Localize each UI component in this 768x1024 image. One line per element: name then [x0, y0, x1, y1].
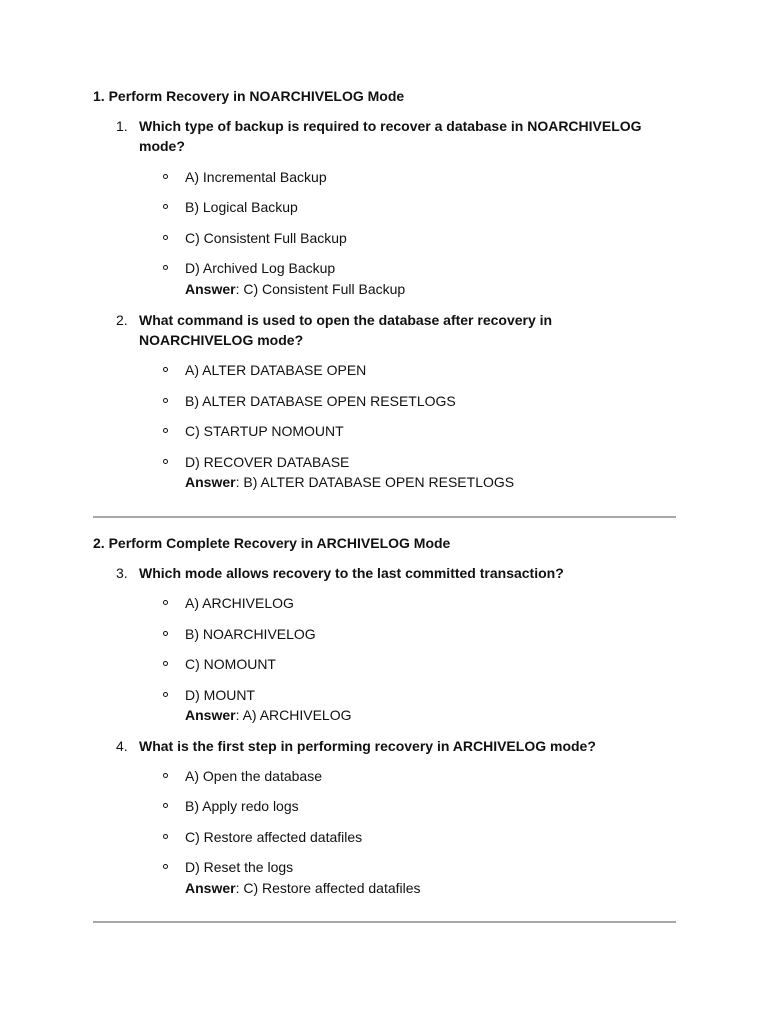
option-text: D) Archived Log Backup [185, 260, 336, 276]
question-text: What command is used to open the database after recovery in NOARCHIVELOG mode? [139, 312, 553, 348]
circle-bullet-icon [163, 661, 168, 666]
option-item [93, 857, 676, 877]
option-item [93, 685, 676, 705]
option-text: C) Restore affected datafiles [185, 829, 363, 845]
option-item [93, 360, 676, 380]
option-text: A) ARCHIVELOG [185, 595, 294, 611]
circle-bullet-icon [163, 864, 168, 869]
answer-line [185, 878, 421, 898]
circle-bullet-icon [163, 600, 168, 605]
option-item [93, 258, 676, 278]
option-text: A) Open the database [185, 768, 322, 784]
circle-bullet-icon [163, 834, 168, 839]
option-text: B) Logical Backup [185, 199, 298, 215]
option-item [93, 766, 676, 786]
circle-bullet-icon [163, 631, 168, 636]
option-text: B) Apply redo logs [185, 798, 299, 814]
answer-label: Answer [185, 880, 236, 896]
answer-value: : C) Restore affected datafiles [235, 880, 421, 896]
option-text: C) Consistent Full Backup [185, 230, 347, 246]
option-item [93, 796, 676, 816]
circle-bullet-icon [163, 773, 168, 778]
option-text: C) STARTUP NOMOUNT [185, 423, 344, 439]
circle-bullet-icon [163, 174, 168, 179]
option-item [93, 624, 676, 644]
option-item [93, 421, 676, 441]
option-text: A) Incremental Backup [185, 169, 327, 185]
option-item [93, 197, 676, 217]
option-text: D) MOUNT [185, 687, 255, 703]
question-number: 2. [116, 312, 128, 328]
option-item [93, 228, 676, 248]
answer-line [185, 279, 405, 299]
option-text: A) ALTER DATABASE OPEN [185, 362, 367, 378]
option-item [93, 452, 676, 472]
question-text: Which mode allows recovery to the last committed transaction? [139, 565, 564, 581]
option-text: B) ALTER DATABASE OPEN RESETLOGS [185, 393, 456, 409]
circle-bullet-icon [163, 204, 168, 209]
option-item [93, 391, 676, 411]
option-text: B) NOARCHIVELOG [185, 626, 316, 642]
circle-bullet-icon [163, 428, 168, 433]
circle-bullet-icon [163, 265, 168, 270]
circle-bullet-icon [163, 459, 168, 464]
question-text: What is the first step in performing recovery in ARCHIVELOG mode? [139, 738, 596, 754]
answer-line [185, 472, 514, 492]
question-text: Which type of backup is required to recover a database in NOARCHIVELOG mode? [139, 118, 642, 154]
answer-label: Answer [185, 474, 236, 490]
circle-bullet-icon [163, 367, 168, 372]
answer-line [185, 705, 352, 725]
section-title: 2. Perform Complete Recovery in ARCHIVELOG Mode [93, 535, 451, 551]
answer-label: Answer [185, 707, 236, 723]
horizontal-divider [93, 921, 676, 923]
answer-value: : A) ARCHIVELOG [235, 707, 352, 723]
answer-value: : C) Consistent Full Backup [235, 281, 406, 297]
horizontal-divider [93, 516, 676, 518]
option-text: D) Reset the logs [185, 859, 294, 875]
option-item [93, 654, 676, 674]
question-number: 1. [116, 118, 128, 134]
question-number: 3. [116, 565, 128, 581]
circle-bullet-icon [163, 692, 168, 697]
option-item [93, 593, 676, 613]
option-item [93, 167, 676, 187]
section-title: 1. Perform Recovery in NOARCHIVELOG Mode [93, 88, 405, 104]
circle-bullet-icon [163, 803, 168, 808]
circle-bullet-icon [163, 398, 168, 403]
answer-label: Answer [185, 281, 236, 297]
option-text: D) RECOVER DATABASE [185, 454, 350, 470]
circle-bullet-icon [163, 235, 168, 240]
answer-value: : B) ALTER DATABASE OPEN RESETLOGS [235, 474, 515, 490]
option-item [93, 827, 676, 847]
question-number: 4. [116, 738, 128, 754]
option-text: C) NOMOUNT [185, 656, 276, 672]
